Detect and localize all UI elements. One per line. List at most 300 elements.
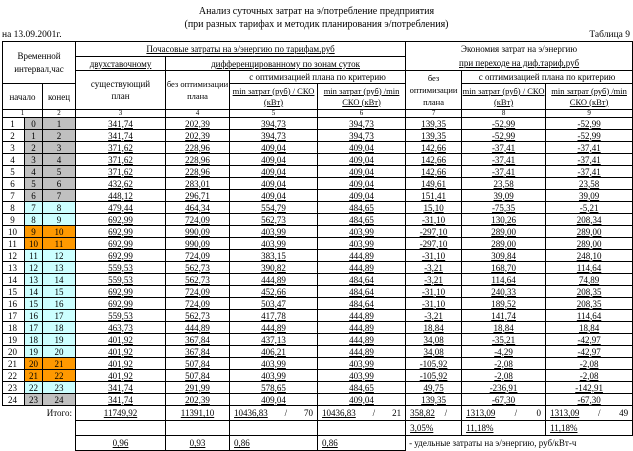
value-c5: 409,04 [230, 142, 318, 154]
row-number: 10 [3, 226, 25, 238]
interval-start: 11 [25, 250, 43, 262]
value-c5: 409,04 [230, 166, 318, 178]
value-c7: 34,08 [406, 334, 462, 346]
value-c9: -2,08 [546, 358, 633, 370]
row-number: 20 [3, 346, 25, 358]
value-c5: 403,99 [230, 358, 318, 370]
value-c6: 444,89 [318, 346, 406, 358]
header-hourly-costs: Почасовые затраты на э/энергию по тарифам,руб [76, 42, 406, 57]
value-c5: 409,04 [230, 190, 318, 202]
interval-start: 1 [25, 130, 43, 142]
value-c4: 562,73 [166, 262, 230, 274]
value-c6: 484,65 [318, 202, 406, 214]
value-c4: 444,89 [166, 322, 230, 334]
table-row [3, 322, 633, 334]
value-c7: -31,10 [406, 286, 462, 298]
value-c3: 559,53 [76, 262, 166, 274]
total-c5-cell [230, 406, 318, 421]
interval-end: 8 [43, 202, 76, 214]
specific-costs-note: - удельные затраты на э/энергию, руб/кВт-ч [406, 436, 633, 451]
interval-start: 22 [25, 382, 43, 394]
total-c6: 10436,83 [322, 408, 356, 418]
value-c7: 18,84 [406, 322, 462, 334]
header-interval: Временной интервал,час [3, 42, 76, 84]
value-c3: 692,99 [76, 286, 166, 298]
value-c5: 503,47 [230, 298, 318, 310]
value-c9: -37,41 [546, 154, 633, 166]
value-c6: 444,89 [318, 250, 406, 262]
row-number: 19 [3, 334, 25, 346]
row-number: 12 [3, 250, 25, 262]
value-c9: 208,35 [546, 298, 633, 310]
value-c8: -37,41 [462, 166, 546, 178]
value-c7: 142,66 [406, 142, 462, 154]
header-savings-with-optimization: с оптимизацией плана по критерию [462, 71, 633, 84]
value-c9: 289,00 [546, 226, 633, 238]
value-c7: 49,75 [406, 382, 462, 394]
interval-start: 10 [25, 238, 43, 250]
value-c9: 23,58 [546, 178, 633, 190]
table-row [3, 118, 633, 130]
value-c3: 341,74 [76, 130, 166, 142]
total-c6-sep: / [372, 408, 376, 418]
interval-start: 20 [25, 358, 43, 370]
header-start: начало [3, 84, 43, 110]
column-index-row [3, 110, 633, 118]
value-c9: -142,91 [546, 382, 633, 394]
value-c3: 401,92 [76, 334, 166, 346]
value-c3: 692,99 [76, 238, 166, 250]
value-c3: 401,92 [76, 346, 166, 358]
value-c3: 371,62 [76, 154, 166, 166]
value-c9: -2,08 [546, 370, 633, 382]
col-index-6: 6 [318, 110, 406, 118]
value-c4: 202,39 [166, 394, 230, 406]
value-c9: -37,41 [546, 166, 633, 178]
totals-row [3, 406, 633, 421]
value-c9: 74,89 [546, 274, 633, 286]
value-c9: 114,64 [546, 310, 633, 322]
row-number: 13 [3, 262, 25, 274]
value-c3: 692,99 [76, 214, 166, 226]
total-c7: 358,82 [410, 408, 435, 418]
total-c5-sep: / [284, 408, 288, 418]
value-c9: -67,30 [546, 394, 633, 406]
value-c4: 367,84 [166, 334, 230, 346]
value-c7: -3,21 [406, 274, 462, 286]
interval-start: 3 [25, 154, 43, 166]
percents-row [3, 421, 633, 436]
table-row [3, 166, 633, 178]
table-row [3, 334, 633, 346]
col-index-1: 1 [3, 110, 43, 118]
value-c7: 151,41 [406, 190, 462, 202]
value-c8: 141,74 [462, 310, 546, 322]
row-number: 2 [3, 130, 25, 142]
value-c3: 401,92 [76, 370, 166, 382]
interval-end: 18 [43, 322, 76, 334]
table-row [3, 274, 633, 286]
value-c9: 208,35 [546, 286, 633, 298]
table-row [3, 226, 633, 238]
value-c4: 228,96 [166, 166, 230, 178]
total-c5-count: 70 [304, 408, 313, 418]
interval-start: 14 [25, 286, 43, 298]
document-subtitle: (при разных тарифах и методик планирования э/потребления) [184, 19, 449, 30]
interval-end: 24 [43, 394, 76, 406]
interval-end: 10 [43, 226, 76, 238]
value-c8: 39,09 [462, 190, 546, 202]
value-c7: 142,66 [406, 166, 462, 178]
value-c6: 444,89 [318, 262, 406, 274]
percent-c6 [318, 421, 406, 436]
value-c5: 390,82 [230, 262, 318, 274]
table-row [3, 238, 633, 250]
value-c4: 202,39 [166, 118, 230, 130]
value-c4: 724,09 [166, 214, 230, 226]
value-c8: 289,00 [462, 226, 546, 238]
row-number: 23 [3, 382, 25, 394]
value-c8: -67,30 [462, 394, 546, 406]
table-row [3, 310, 633, 322]
value-c4: 724,09 [166, 298, 230, 310]
value-c3: 692,99 [76, 298, 166, 310]
value-c7: 139,35 [406, 118, 462, 130]
value-c3: 463,73 [76, 322, 166, 334]
value-c3: 479,44 [76, 202, 166, 214]
value-c6: 484,64 [318, 286, 406, 298]
value-c6: 403,99 [318, 238, 406, 250]
value-c5: 562,73 [230, 214, 318, 226]
value-c8: -75,35 [462, 202, 546, 214]
interval-start: 0 [25, 118, 43, 130]
interval-start: 8 [25, 214, 43, 226]
total-c8-sep: / [514, 408, 518, 418]
interval-end: 17 [43, 310, 76, 322]
percents-spacer [3, 421, 76, 436]
value-c6: 444,89 [318, 334, 406, 346]
value-c8: 18,84 [462, 322, 546, 334]
value-c7: -3,21 [406, 262, 462, 274]
totals-label: Итого: [46, 408, 73, 419]
value-c5: 444,89 [230, 322, 318, 334]
value-c8: 189,52 [462, 298, 546, 310]
value-c8: -236,91 [462, 382, 546, 394]
value-c6: 484,64 [318, 274, 406, 286]
value-c4: 990,09 [166, 238, 230, 250]
interval-end: 7 [43, 190, 76, 202]
interval-start: 18 [25, 334, 43, 346]
value-c6: 444,89 [318, 322, 406, 334]
value-c3: 341,74 [76, 382, 166, 394]
value-c3: 401,92 [76, 358, 166, 370]
header-savings-title: Экономия затрат на э/энергию [461, 44, 578, 54]
value-c6: 403,99 [318, 358, 406, 370]
interval-end: 12 [43, 250, 76, 262]
value-c6: 484,65 [318, 382, 406, 394]
table-row [3, 190, 633, 202]
value-c9: 114,64 [546, 262, 633, 274]
table-row [3, 262, 633, 274]
value-c4: 296,71 [166, 190, 230, 202]
value-c4: 990,09 [166, 226, 230, 238]
table-row [3, 298, 633, 310]
value-c5: 409,04 [230, 178, 318, 190]
interval-end: 22 [43, 370, 76, 382]
total-c8-cell [462, 406, 546, 421]
value-c6: 409,04 [318, 190, 406, 202]
value-c8: 23,58 [462, 178, 546, 190]
interval-end: 23 [43, 382, 76, 394]
value-c5: 578,65 [230, 382, 318, 394]
header-existing-plan: существующий план [76, 71, 166, 110]
value-c8: 240,33 [462, 286, 546, 298]
value-c4: 228,96 [166, 142, 230, 154]
interval-end: 13 [43, 262, 76, 274]
interval-start: 7 [25, 202, 43, 214]
row-number: 3 [3, 142, 25, 154]
table-row [3, 370, 633, 382]
header-min-cost-sko: min затрат (руб) / СКО (кВт) [230, 84, 318, 110]
value-c9: -52,99 [546, 118, 633, 130]
interval-end: 11 [43, 238, 76, 250]
value-c9: 39,09 [546, 190, 633, 202]
value-c9: -37,41 [546, 142, 633, 154]
value-c4: 283,01 [166, 178, 230, 190]
interval-end: 5 [43, 166, 76, 178]
document-title: Анализ суточных затрат на э/потребление предприятия [198, 6, 435, 17]
value-c5: 554,79 [230, 202, 318, 214]
value-c6: 409,04 [318, 178, 406, 190]
value-c4: 562,73 [166, 274, 230, 286]
total-c9-cell [546, 406, 633, 421]
total-c5: 10436,83 [234, 408, 268, 418]
value-c3: 692,99 [76, 226, 166, 238]
total-c9-count: 49 [619, 408, 629, 418]
specific-c5: 0,86 [230, 436, 318, 451]
value-c9: 18,84 [546, 322, 633, 334]
table-row [3, 202, 633, 214]
value-c6: 484,65 [318, 214, 406, 226]
row-number: 16 [3, 298, 25, 310]
value-c8: 309,84 [462, 250, 546, 262]
row-number: 6 [3, 178, 25, 190]
specific-c4: 0,93 [166, 436, 230, 451]
value-c5: 444,89 [230, 274, 318, 286]
interval-end: 9 [43, 214, 76, 226]
table-rows [3, 118, 633, 406]
value-c6: 403,99 [318, 370, 406, 382]
percent-c5 [230, 421, 318, 436]
value-c8: 114,64 [462, 274, 546, 286]
value-c7: 139,35 [406, 394, 462, 406]
value-c5: 409,04 [230, 394, 318, 406]
value-c4: 202,39 [166, 130, 230, 142]
value-c5: 394,73 [230, 130, 318, 142]
value-c7: 34,08 [406, 346, 462, 358]
percent-c8: 11,18% [462, 421, 546, 436]
interval-end: 20 [43, 346, 76, 358]
value-c6: 444,89 [318, 310, 406, 322]
value-c7: -31,10 [406, 250, 462, 262]
col-index-3: 3 [76, 110, 166, 118]
specific-costs-row [3, 436, 633, 451]
value-c5: 403,99 [230, 226, 318, 238]
table-row [3, 142, 633, 154]
total-c8-count: 0 [536, 408, 542, 418]
value-c8: -37,41 [462, 154, 546, 166]
row-number: 17 [3, 310, 25, 322]
interval-end: 16 [43, 298, 76, 310]
value-c4: 464,34 [166, 202, 230, 214]
value-c4: 724,09 [166, 286, 230, 298]
interval-start: 2 [25, 142, 43, 154]
header-savings [406, 42, 633, 71]
value-c3: 559,53 [76, 310, 166, 322]
row-number: 15 [3, 286, 25, 298]
value-c5: 417,78 [230, 310, 318, 322]
value-c7: -105,92 [406, 370, 462, 382]
col-index-5: 5 [230, 110, 318, 118]
interval-start: 9 [25, 226, 43, 238]
interval-start: 12 [25, 262, 43, 274]
specific-c6: 0,86 [318, 436, 406, 451]
value-c3: 559,53 [76, 274, 166, 286]
total-c8: 1313,09 [466, 408, 496, 418]
value-c6: 394,73 [318, 118, 406, 130]
report-date: на 13.09.2001г. [2, 30, 62, 40]
value-c6: 403,99 [318, 226, 406, 238]
value-c3: 692,99 [76, 250, 166, 262]
header-with-optimization: с оптимизацией плана по критерию [230, 71, 406, 84]
interval-start: 19 [25, 346, 43, 358]
value-c9: -42,97 [546, 346, 633, 358]
total-c9-sep: / [597, 408, 601, 418]
value-c8: 168,70 [462, 262, 546, 274]
header-savings-no-optimization: без оптимизации плана [406, 71, 462, 110]
interval-start: 23 [25, 394, 43, 406]
row-number: 1 [3, 118, 25, 130]
percent-c9: 11,18% [546, 421, 633, 436]
value-c6: 409,04 [318, 142, 406, 154]
header-savings-min-cost-sko: min затрат (руб) / СКО (кВт) [462, 84, 546, 110]
row-number: 18 [3, 322, 25, 334]
header-savings-min-cost-min-sko: min затрат (руб) /min СКО (кВт) [546, 84, 633, 110]
total-c4: 11391,10 [166, 406, 230, 421]
total-c9: 1313,09 [550, 408, 580, 418]
interval-start: 15 [25, 298, 43, 310]
interval-end: 6 [43, 178, 76, 190]
value-c8: 289,00 [462, 238, 546, 250]
header-differentiated: дифференцированному по зонам суток [166, 57, 406, 71]
value-c9: 208,34 [546, 214, 633, 226]
interval-start: 16 [25, 310, 43, 322]
table-number: Таблица 9 [589, 30, 630, 40]
interval-end: 21 [43, 358, 76, 370]
interval-end: 15 [43, 286, 76, 298]
value-c7: 149,61 [406, 178, 462, 190]
value-c5: 452,66 [230, 286, 318, 298]
table-row [3, 346, 633, 358]
value-c9: -5,21 [546, 202, 633, 214]
value-c9: -52,99 [546, 130, 633, 142]
value-c7: -297,10 [406, 226, 462, 238]
value-c4: 291,99 [166, 382, 230, 394]
value-c7: -105,92 [406, 358, 462, 370]
value-c6: 484,64 [318, 298, 406, 310]
interval-end: 19 [43, 334, 76, 346]
total-c6-count: 21 [392, 408, 402, 418]
total-c7-cell [406, 406, 462, 421]
row-number: 9 [3, 214, 25, 226]
interval-start: 17 [25, 322, 43, 334]
header-no-optimization: без оптимизации плана [166, 71, 230, 110]
interval-end: 1 [43, 118, 76, 130]
col-index-2: 2 [43, 110, 76, 118]
col-index-9: 9 [546, 110, 633, 118]
value-c3: 371,62 [76, 166, 166, 178]
value-c6: 394,73 [318, 130, 406, 142]
row-number: 4 [3, 154, 25, 166]
value-c9: -42,97 [546, 334, 633, 346]
value-c8: -52,99 [462, 118, 546, 130]
interval-start: 13 [25, 274, 43, 286]
table-row [3, 178, 633, 190]
interval-start: 5 [25, 178, 43, 190]
cost-analysis-table [2, 41, 633, 451]
header-savings-subtitle: при переходе на диф.тариф,руб [459, 58, 580, 68]
value-c7: 139,35 [406, 130, 462, 142]
interval-start: 21 [25, 370, 43, 382]
value-c7: -297,10 [406, 238, 462, 250]
interval-end: 3 [43, 142, 76, 154]
value-c9: 248,10 [546, 250, 633, 262]
table-row [3, 154, 633, 166]
value-c8: -52,99 [462, 130, 546, 142]
table-row [3, 250, 633, 262]
value-c7: -3,21 [406, 310, 462, 322]
value-c5: 383,15 [230, 250, 318, 262]
value-c5: 403,99 [230, 238, 318, 250]
table-row [3, 130, 633, 142]
value-c3: 448,12 [76, 190, 166, 202]
value-c5: 409,04 [230, 154, 318, 166]
interval-end: 14 [43, 274, 76, 286]
specific-c3: 0,96 [76, 436, 166, 451]
row-number: 21 [3, 358, 25, 370]
row-number: 11 [3, 238, 25, 250]
percent-c4 [166, 421, 230, 436]
table-row [3, 286, 633, 298]
value-c5: 406,21 [230, 346, 318, 358]
value-c6: 409,04 [318, 166, 406, 178]
value-c3: 341,74 [76, 394, 166, 406]
total-c3: 11749,92 [76, 406, 166, 421]
row-number: 24 [3, 394, 25, 406]
value-c7: 142,66 [406, 154, 462, 166]
total-c7-sep: / [444, 408, 448, 418]
value-c7: 15,10 [406, 202, 462, 214]
value-c5: 403,99 [230, 370, 318, 382]
value-c7: -31,10 [406, 214, 462, 226]
row-number: 8 [3, 202, 25, 214]
header-end: конец [43, 84, 76, 110]
interval-end: 2 [43, 130, 76, 142]
header-two-rate: двухставочному [76, 57, 166, 71]
value-c9: 289,00 [546, 238, 633, 250]
row-number: 14 [3, 274, 25, 286]
value-c8: -2,08 [462, 358, 546, 370]
